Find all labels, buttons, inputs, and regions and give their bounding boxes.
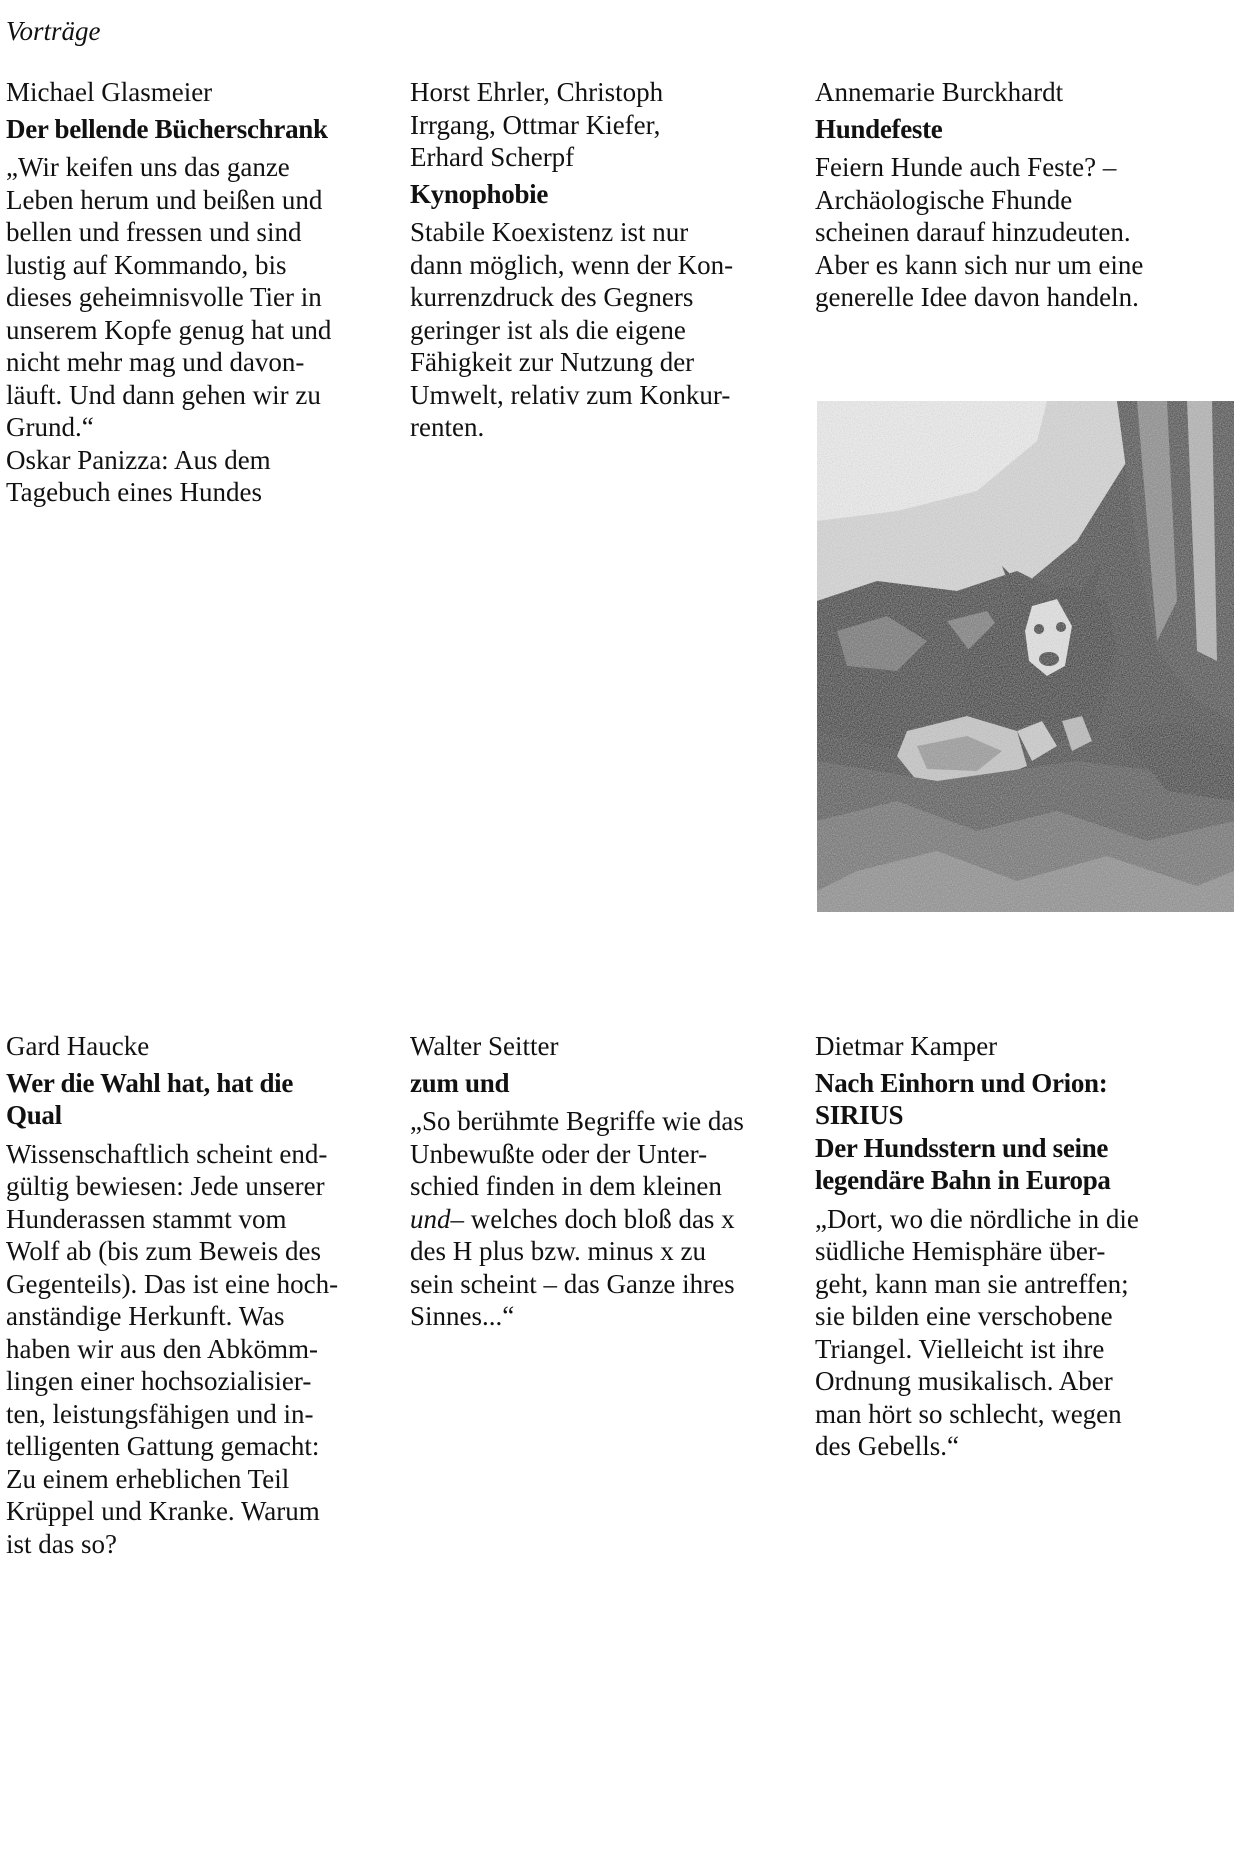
body-line: Zu einem erheblichen Teil (6, 1463, 290, 1494)
body-line: geringer ist als die eigene (410, 314, 686, 345)
lecture-subtitle: Der Hundsstern und seine (815, 1132, 1109, 1163)
body-line: telligenten Gattung gemacht: (6, 1431, 320, 1461)
body-line: Umwelt, relativ zum Konkur- (410, 379, 731, 410)
body-line: schied finden in dem kleinen (410, 1171, 722, 1201)
lecture-title: Qual (6, 1100, 62, 1130)
body-line: ist das so? (6, 1528, 117, 1559)
lecture-entry-hundefeste (815, 76, 1215, 314)
author-name: Erhard Scherpf (410, 142, 575, 172)
body-line: lustig auf Kommando, bis (6, 249, 287, 280)
lecture-title: Wer die Wahl hat, hat die (6, 1067, 294, 1098)
lecture-title: Kynophobie (410, 178, 549, 209)
body-line: läuft. Und dann gehen wir zu (6, 379, 321, 410)
body-fragment: – welches doch bloß das x (450, 1203, 735, 1234)
section-label: Vorträge (6, 16, 101, 46)
body-line: Wolf ab (bis zum Beweis des (6, 1236, 322, 1266)
body-line: „Wir keifen uns das ganze (6, 152, 290, 182)
body-line: Fähigkeit zur Nutzung der (410, 347, 695, 377)
body-line: des Gebells.“ (815, 1431, 959, 1461)
body-line: Sinnes...“ (410, 1301, 515, 1331)
body-line: „So berühmte Begriffe wie das (410, 1106, 744, 1136)
body-line: bellen und fressen und sind (6, 217, 302, 247)
body-line: sie bilden eine verschobene (815, 1301, 1113, 1331)
body-line: Hunderassen stammt vom (6, 1203, 287, 1234)
body-line: Feiern Hunde auch Feste? – (815, 152, 1117, 182)
author-name: Dietmar Kamper (815, 1031, 998, 1061)
lecture-title: Hundefeste (815, 113, 943, 144)
body-line: Aber es kann sich nur um eine (815, 249, 1144, 280)
body-line: Krüppel und Kranke. Warum (6, 1496, 320, 1526)
body-line: Stabile Koexistenz ist nur (410, 217, 689, 247)
lecture-title: SIRIUS (815, 1100, 904, 1130)
body-line: nicht mehr mag und davon- (6, 347, 305, 377)
body-line (410, 1203, 790, 1236)
body-line: geht, kann man sie antreffen; (815, 1268, 1129, 1299)
lecture-title: Der bellende Bücherschrank (6, 113, 328, 144)
lecture-entry-kamper (815, 1030, 1195, 1463)
body-line: kurrenzdruck des Gegners (410, 282, 694, 312)
body-line: Wissenschaftlich scheint end- (6, 1138, 328, 1169)
author-name: Horst Ehrler, Christoph (410, 77, 664, 107)
author-name: Annemarie Burckhardt (815, 77, 1064, 107)
body-line: Gegenteils). Das ist eine hoch- (6, 1268, 339, 1299)
body-line: generelle Idee davon handeln. (815, 282, 1139, 312)
lecture-subtitle: legendäre Bahn in Europa (815, 1165, 1111, 1195)
body-line: Grund.“ (6, 412, 94, 442)
lecture-entry-kynophobie (410, 76, 790, 444)
body-line: lingen einer hochsozialisier- (6, 1366, 312, 1396)
quote-source: Oskar Panizza: Aus dem (6, 444, 271, 475)
body-line: renten. (410, 412, 485, 442)
body-line: Archäologische Fhunde (815, 184, 1073, 215)
body-line: sein scheint – das Ganze ihres (410, 1268, 735, 1299)
body-line: Leben herum und beißen und (6, 184, 323, 215)
author-name: Gard Haucke (6, 1031, 150, 1061)
body-line: Triangel. Vielleicht ist ihre (815, 1333, 1105, 1364)
lecture-entry-glasmeier (6, 76, 386, 509)
quote-source: Tagebuch eines Hundes (6, 477, 263, 507)
body-line: südliche Hemisphäre über- (815, 1236, 1106, 1266)
body-line: man hört so schlecht, wegen (815, 1398, 1122, 1429)
author-name: Irrgang, Ottmar Kiefer, (410, 109, 661, 140)
body-line: dann möglich, wenn der Kon- (410, 249, 734, 280)
body-line: scheinen darauf hinzudeuten. (815, 217, 1131, 247)
body-line: Unbewußte oder der Unter- (410, 1138, 708, 1169)
lecture-entry-haucke (6, 1030, 386, 1560)
author-name: Walter Seitter (410, 1031, 559, 1061)
lecture-entry-seitter (410, 1030, 790, 1333)
body-line: gültig bewiesen: Jede unserer (6, 1171, 325, 1201)
dog-photo (817, 401, 1234, 912)
body-line: unserem Kopfe genug hat und (6, 314, 332, 345)
body-line: anständige Herkunft. Was (6, 1301, 285, 1331)
body-line: dieses geheimnisvolle Tier in (6, 282, 322, 312)
dog-photo-illustration (817, 401, 1234, 912)
lecture-title: zum und (410, 1067, 510, 1098)
emphasis-word: und (410, 1203, 451, 1234)
body-line: ten, leistungsfähigen und in- (6, 1398, 314, 1429)
body-line: haben wir aus den Abkömm- (6, 1333, 318, 1364)
body-line: Ordnung musikalisch. Aber (815, 1366, 1113, 1396)
author-name: Michael Glasmeier (6, 77, 213, 107)
body-line: des H plus bzw. minus x zu (410, 1236, 706, 1266)
lecture-title: Nach Einhorn und Orion: (815, 1067, 1108, 1098)
body-line: „Dort, wo die nördliche in die (815, 1203, 1139, 1234)
